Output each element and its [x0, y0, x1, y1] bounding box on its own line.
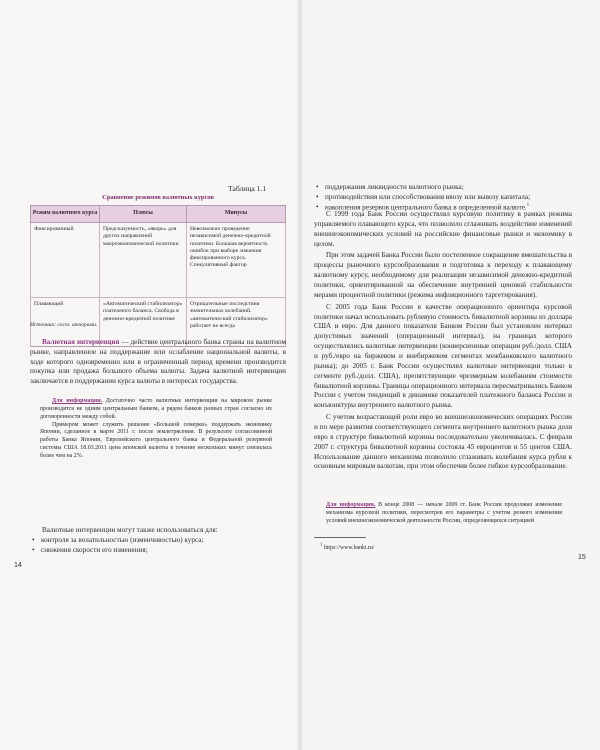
list-item-text: противодействия или способствования ввозу или вывозу капитала; [325, 192, 531, 201]
bullet-icon: • [316, 183, 319, 191]
table-header-cell: Плюсы [100, 206, 187, 223]
footnote-divider [314, 537, 366, 538]
uses-list [30, 536, 286, 556]
paragraph: При этом задачей Банка России было постепенное сокращение вмешательства в процессы рыночного курсообразования и подготовка к переходу к плавающему валютному курсу, необходимому для реализации независимой денежно-кредитной политики, ориентированной на обеспечение внутренней ценовой стабильности мерами процентной политики (режима инфляционного таргетирования). [314, 251, 572, 299]
table-row [31, 223, 286, 298]
info-box-left [40, 398, 272, 461]
uses-list-cont [314, 183, 572, 213]
paragraph: С учетом возрастающей роли евро во внешнеэкономических операциях России и по мере развития соответствующего сегмента внутреннего валютного рынка доля евро в структуре бивалютной корзины последовательно увеличивалась. С февраля 2007 г. структура бивалютной корзины состояла 45 евроцентов и 55 центов США. Использование данного механизма позволило сглаживать колебания курса рубля к основным мировым валютам, при этом обеспечив более гибкое курсообразование. [314, 413, 572, 471]
list-item-text: контроля за волатильностью (изменчивостью) курса; [41, 535, 204, 544]
list-item [30, 536, 286, 546]
table-header-row [31, 206, 286, 223]
paragraph: С 1999 года Банк России осуществлял курсовую политику в рамках режима управляемого плавающего курса, что позволило сглаживать воздействие изменений внешнеэкономических условий на российские финансовые рынки и экономику в целом. [314, 210, 572, 248]
info-box-right [326, 502, 562, 526]
footnote-number: 1 [320, 543, 323, 548]
list-item [314, 183, 572, 193]
footnote-mark: 1 [526, 202, 530, 208]
table-cell: Отрицательные последствия значительных колебаний. «автоматический стабилизатор» работает не всегда [187, 298, 286, 347]
table-source: Источник: сост. авторами. [30, 322, 98, 328]
page-number-left: 14 [14, 562, 22, 569]
uses-list-continued [314, 183, 572, 213]
book-gutter [297, 0, 303, 750]
defined-term: Валютная интервенция [42, 338, 120, 346]
info-text-example: Примером может служить решение «Большой семерки» поддержать экономику Японии, сделанное в марте 2011 г. после землетрясения. В результате согласованной работы Банка Японии, Европейского центрального банка и Федеральной резервной системы США 18.03.2011 цена японской валюты в течение нескольких минут снизилась более чем на 2%. [40, 421, 272, 459]
table-cell: Плавающий [31, 298, 100, 347]
info-text: В конце 2008 — начале 2009 гг. Банк России продолжил изменение механизма курсовой политики, пересмотрев его параметры с учетом резкого изменения условий внешнеэкономической деятельности России, определяющихся ситуацией [326, 502, 562, 524]
table-header-cell: Минусы [187, 206, 286, 223]
list-item-text: снижения скорости его изменения; [41, 545, 148, 554]
uses-intro: Валютные интервенции могут также использоваться для: [42, 526, 218, 534]
bullet-icon: • [316, 192, 319, 201]
list-item-text: поддержания ликвидности валютного рынка; [325, 183, 464, 191]
info-label: Для информации. [326, 502, 376, 508]
table-cell: «Автоматический стабилизатор» платежного баланса. Свобода в денежно-кредитной политике [100, 298, 187, 347]
intervention-definition [30, 338, 286, 387]
uses-list-block [30, 526, 286, 555]
table-header-cell: Режим валютного курса [31, 206, 100, 223]
table-cell: Предсказуемость, «якорь» для других направлений макроэкономической политики [100, 223, 187, 298]
page-number-right: 15 [578, 554, 586, 561]
info-label: Для информации. [52, 398, 103, 404]
list-item [314, 193, 572, 203]
paragraph: С 2005 года Банк России в качестве операционного ориентира курсовой политики начал использовать рублевую стоимость бивалютной корзины из доллара США и евро. Для данного показателя Банком России был установлен интервал допустимых значений (операционный интервал), на границах которого осуществлялись валютные интервенции (конверсионные операции руб./долл. США и руб./евро на биржевом и внебиржевом сегментах межбанковского валютного рынка); до 2005 г. Банк России осуществлял валютные интервенции только в сегменте руб./долл. США), препятствующие чрезмерным колебаниям стоимости бивалютной корзины. Границы операционного интервала пересматривались Банком России с учетом тенденций в динамике показателей платежного баланса России и конъюнктуры внутреннего валютного рынка. [314, 302, 572, 410]
table-label: Таблица 1.1 [228, 184, 267, 193]
footnote-text: https://www.banki.ru/ [323, 544, 375, 551]
bullet-icon: • [32, 545, 35, 554]
right-body-text [314, 210, 572, 474]
info-text: Достаточно часто валютные интервенции на мировом рынке производятся не одним центральным банком, а рядом банков разных стран согласно их договоренности между собой. [40, 398, 272, 420]
table-title: Сравнение режимов валютных курсов [102, 194, 214, 201]
footnote [320, 543, 374, 551]
definition-text: — действие центрального банка страны на валютном рынке, направленное на поддержание или ослабление национальной валюты, в ходе которого одновременно или в ограниченный период времени производится покупка или продажа большого объема валюты. Задача валютной интервенции заключается в поддержании курса валюты в интересах государства. [30, 338, 287, 386]
list-item [30, 546, 286, 556]
list-item-text: накопления резервов центрального банка в определенной валюте. [325, 202, 527, 211]
table-cell: Невозможно проведение независимой денежно-кредитной политики. Большая вероятность ошибок при выборе значения фиксированного курса. Спекулятивный фактор [187, 223, 286, 298]
bullet-icon: • [32, 535, 35, 544]
table-cell: Фиксированный [31, 223, 100, 298]
bullet-icon: • [316, 202, 319, 211]
